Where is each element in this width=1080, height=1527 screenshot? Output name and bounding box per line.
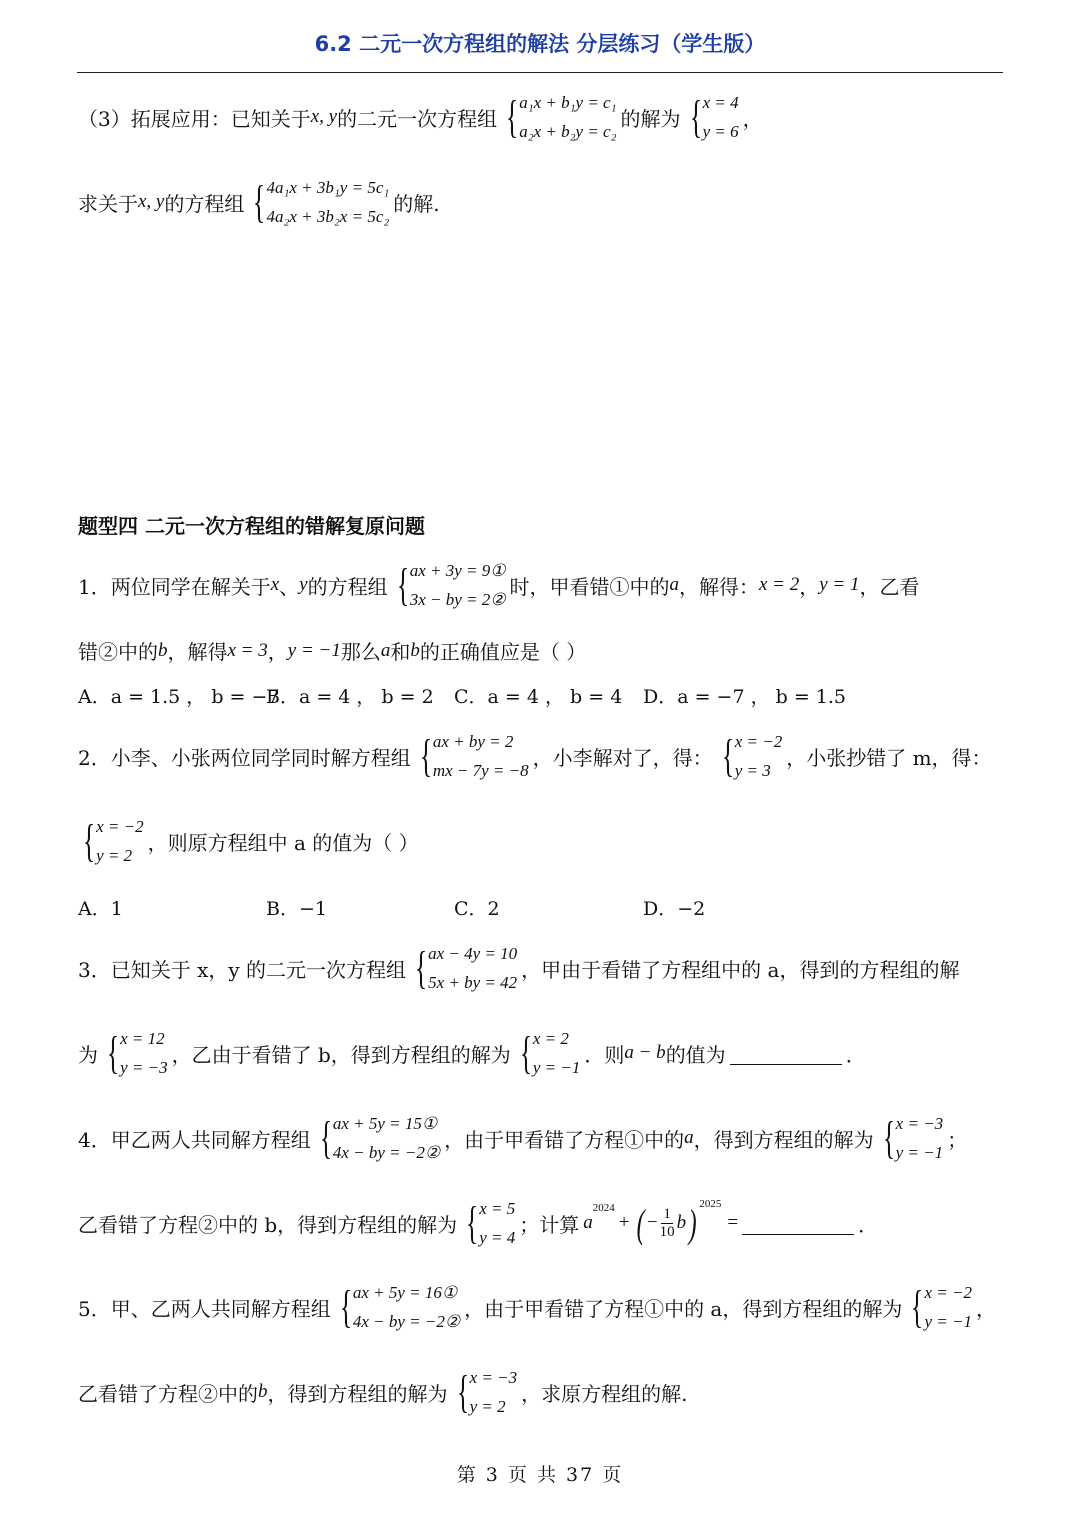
system-row: a₁x + b₁y = c₁ xyxy=(519,93,617,112)
answer-blank[interactable] xyxy=(742,1212,854,1235)
q4-base: a xyxy=(583,1212,593,1233)
q1-var: x xyxy=(270,574,280,595)
q3-text: ． xyxy=(845,1042,866,1067)
system-row: x = −3 xyxy=(469,1368,518,1387)
q1-math: x = 3 xyxy=(227,639,268,661)
system-row: ax + 5y = 16① xyxy=(352,1283,458,1302)
q5-solution-2 xyxy=(452,1363,518,1421)
q4-text: ，由于甲看错了方程①中的 xyxy=(444,1127,685,1152)
q2-system xyxy=(415,727,529,785)
fraction-numerator: 1 xyxy=(663,1205,671,1222)
part3-line1 xyxy=(78,88,763,146)
part3-system-2 xyxy=(248,173,389,231)
q1-text: ， xyxy=(799,574,820,599)
q4-text: 4．甲乙两人共同解方程组 xyxy=(78,1127,311,1152)
left-paren-icon: ( xyxy=(636,1200,645,1246)
brace-icon: { xyxy=(466,1197,479,1248)
q1-choice-a: A．a = 1.5 ， b = −7 xyxy=(78,686,280,708)
brace-icon: { xyxy=(319,1112,332,1163)
part3-solution xyxy=(685,88,739,146)
brace-icon: { xyxy=(911,1281,924,1332)
q2-solution-2 xyxy=(78,812,144,870)
right-paren-icon: ) xyxy=(688,1200,697,1246)
q4-var: a xyxy=(684,1127,694,1148)
system-row: a₂x + b₂y = c₂ xyxy=(519,122,617,141)
q3-text: ．则 xyxy=(584,1042,625,1067)
system-row: x = 4 xyxy=(702,93,739,112)
q3-line2 xyxy=(78,1024,866,1082)
system-row: 4a₂x + 3b₂x = 5c₂ xyxy=(266,207,390,226)
system-row: y = −1 xyxy=(895,1143,944,1162)
brace-icon: { xyxy=(882,1112,895,1163)
part3-line2 xyxy=(78,173,440,231)
q1-text: ，解得： xyxy=(678,574,759,599)
brace-icon: { xyxy=(506,91,519,142)
q4-text: ； xyxy=(947,1127,968,1152)
q2-choice-c: C．2 xyxy=(454,898,500,920)
q1-var: b xyxy=(158,639,168,661)
system-row: ax − 4y = 10 xyxy=(428,944,518,963)
brace-icon: { xyxy=(82,815,96,866)
q1-text: ，乙看 xyxy=(859,574,920,599)
q4-plus: + xyxy=(618,1212,630,1233)
q1-math: x = 2 xyxy=(758,574,800,595)
brace-icon: { xyxy=(456,1366,469,1417)
q4-text: ，得到方程组的解为 xyxy=(693,1127,874,1152)
q2-text: ，小张抄错了 m，得： xyxy=(786,745,992,770)
q1-text: ，解得 xyxy=(167,640,228,664)
q1-choice-b: B．a = 4 ， b = 2 xyxy=(266,686,434,708)
q2-line1 xyxy=(78,727,992,785)
brace-icon: { xyxy=(415,942,428,993)
q3-solution-2 xyxy=(515,1024,581,1082)
system-row: y = 3 xyxy=(734,761,771,780)
brace-icon: { xyxy=(396,559,409,610)
q2-choice-a: A．1 xyxy=(78,898,123,920)
part3-line2-vars: x, y xyxy=(138,191,165,212)
brace-icon: { xyxy=(339,1281,352,1332)
q1-line2 xyxy=(78,636,586,665)
q1-var: a xyxy=(380,639,391,661)
q1-text: 的方程组 xyxy=(307,574,388,599)
system-row: y = −1 xyxy=(532,1058,581,1077)
answer-blank[interactable] xyxy=(730,1042,842,1065)
system-row: ax + 5y = 15① xyxy=(332,1114,438,1133)
q5-text: 乙看错了方程②中的 xyxy=(78,1381,258,1406)
q1-text: ， xyxy=(267,640,288,664)
q1-system xyxy=(392,556,506,614)
q2-solution-1 xyxy=(717,727,783,785)
system-row: x = −3 xyxy=(895,1114,944,1133)
q1-math: y = 1 xyxy=(819,574,860,595)
system-row: 4x − by = −2② xyxy=(332,1143,441,1162)
q4-equals: = xyxy=(727,1212,739,1233)
q1-var: b xyxy=(410,639,420,661)
q5-text: ，由于甲看错了方程①中的 a，得到方程组的解为 xyxy=(464,1296,903,1321)
q3-text: 为 xyxy=(78,1042,98,1067)
q3-math: a − b xyxy=(624,1042,666,1063)
q2-text: 2．小李、小张两位同学同时解方程组 xyxy=(78,745,411,770)
q5-text: ， xyxy=(975,1296,996,1321)
q1-text: 那么 xyxy=(340,640,381,664)
system-row: y = 2 xyxy=(96,846,133,865)
q3-solution-1 xyxy=(102,1024,168,1082)
q4-line2 xyxy=(78,1194,878,1252)
q4-fraction xyxy=(660,1206,675,1241)
system-row: x = 5 xyxy=(479,1199,516,1218)
part3-system-1 xyxy=(501,88,616,146)
q4-minus: − xyxy=(646,1212,658,1233)
q5-system xyxy=(335,1278,460,1336)
q2-text: ，则原方程组中 a 的值为（ ） xyxy=(147,830,419,855)
q5-text: ，求原方程组的解. xyxy=(521,1381,688,1406)
section-title: 题型四 二元一次方程组的错解复原问题 xyxy=(78,514,425,538)
q2-choice-d: D．−2 xyxy=(643,898,706,920)
system-row: 5x + by = 42 xyxy=(428,973,518,992)
q5-text: ，得到方程组的解为 xyxy=(267,1381,448,1406)
q5-text: 5．甲、乙两人共同解方程组 xyxy=(78,1296,331,1321)
system-row: x = −2 xyxy=(924,1283,972,1302)
q5-line2 xyxy=(78,1363,687,1421)
q5-var: b xyxy=(258,1381,268,1402)
system-row: ax + by = 2 xyxy=(432,732,514,751)
q4-text: 乙看错了方程②中的 b，得到方程组的解为 xyxy=(78,1212,458,1237)
part3-end: ， xyxy=(742,106,763,131)
system-row: ax + 3y = 9① xyxy=(409,561,506,580)
q3-text: ，甲由于看错了方程组中的 a，得到的方程组的解 xyxy=(521,957,960,982)
header-divider xyxy=(77,72,1003,73)
brace-icon: { xyxy=(419,730,432,781)
q5-solution-1 xyxy=(906,1278,972,1336)
q1-text: 的正确值应是（ ） xyxy=(419,640,587,664)
part3-mid: 的二元一次方程组 xyxy=(337,106,498,131)
brace-icon: { xyxy=(519,1027,532,1078)
system-row: x = 2 xyxy=(532,1029,569,1048)
q1-text: 和 xyxy=(390,640,411,664)
q2-text: ，小李解对了，得： xyxy=(532,745,713,770)
q4-text: ；计算 xyxy=(519,1212,580,1237)
q1-line1 xyxy=(78,556,920,614)
q4-solution-2 xyxy=(461,1194,515,1252)
q1-var: y xyxy=(299,574,308,595)
brace-icon: { xyxy=(253,176,266,227)
system-row: y = 4 xyxy=(479,1228,516,1247)
brace-icon: { xyxy=(689,91,702,142)
q2-choice-b: B．−1 xyxy=(266,898,327,920)
page-footer: 第 3 页 共 37 页 xyxy=(456,1464,624,1486)
q3-line1 xyxy=(78,939,959,997)
part3-line2-prefix: 求关于 xyxy=(78,191,138,216)
q1-text: 错②中的 xyxy=(78,640,158,664)
system-row: mx − 7y = −8 xyxy=(432,761,529,780)
q4-var-b: b xyxy=(676,1212,687,1233)
part3-prefix: （3）拓展应用：已知关于 xyxy=(78,106,311,131)
brace-icon: { xyxy=(721,730,734,781)
system-row: y = −1 xyxy=(924,1312,972,1331)
q1-var: a xyxy=(669,574,679,595)
q1-math: y = −1 xyxy=(287,639,341,661)
fraction-denominator: 10 xyxy=(659,1223,675,1240)
system-row: y = −3 xyxy=(120,1058,168,1077)
q1-text: 、 xyxy=(279,574,300,599)
q4-line1 xyxy=(78,1109,967,1167)
q1-choice-c: C．a = 4 ， b = 4 xyxy=(454,686,623,708)
q4-exponent-2: 2025 xyxy=(699,1197,722,1210)
system-row: x = −2 xyxy=(734,732,783,751)
q3-system xyxy=(410,939,517,997)
system-row: 4x − by = −2② xyxy=(352,1312,461,1331)
system-row: y = 2 xyxy=(469,1397,506,1416)
q5-line1 xyxy=(78,1278,996,1336)
q1-text: 时，甲看错①中的 xyxy=(509,574,670,599)
system-row: y = 6 xyxy=(702,122,739,141)
system-row: 3x − by = 2② xyxy=(409,590,506,609)
q1-text: 1．两位同学在解关于 xyxy=(78,574,271,599)
page-header-title: 6.2 二元一次方程组的解法 分层练习（学生版） xyxy=(314,32,766,56)
q3-text: 的值为 xyxy=(665,1042,726,1067)
part3-vars: x, y xyxy=(310,106,338,127)
q4-system xyxy=(315,1109,440,1167)
q4-solution-1 xyxy=(878,1109,944,1167)
q4-text: ． xyxy=(858,1212,879,1237)
part3-line2-mid: 的方程组 xyxy=(164,191,245,216)
q4-exponent-1: 2024 xyxy=(592,1201,615,1214)
system-row: x = −2 xyxy=(96,817,144,836)
system-row: x = 12 xyxy=(120,1029,165,1048)
q2-line2 xyxy=(74,812,419,870)
q3-text: 3．已知关于 x，y 的二元一次方程组 xyxy=(78,957,407,982)
part3-sol-text: 的解为 xyxy=(620,106,681,131)
brace-icon: { xyxy=(106,1027,120,1078)
q4-expression xyxy=(583,1197,739,1247)
q1-choice-d: D．a = −7 ， b = 1.5 xyxy=(643,686,847,708)
q3-text: ，乙由于看错了 b，得到方程组的解为 xyxy=(171,1042,511,1067)
system-row: 4a₁x + 3b₁y = 5c₁ xyxy=(266,178,390,197)
part3-line2-end: 的解. xyxy=(393,191,440,216)
